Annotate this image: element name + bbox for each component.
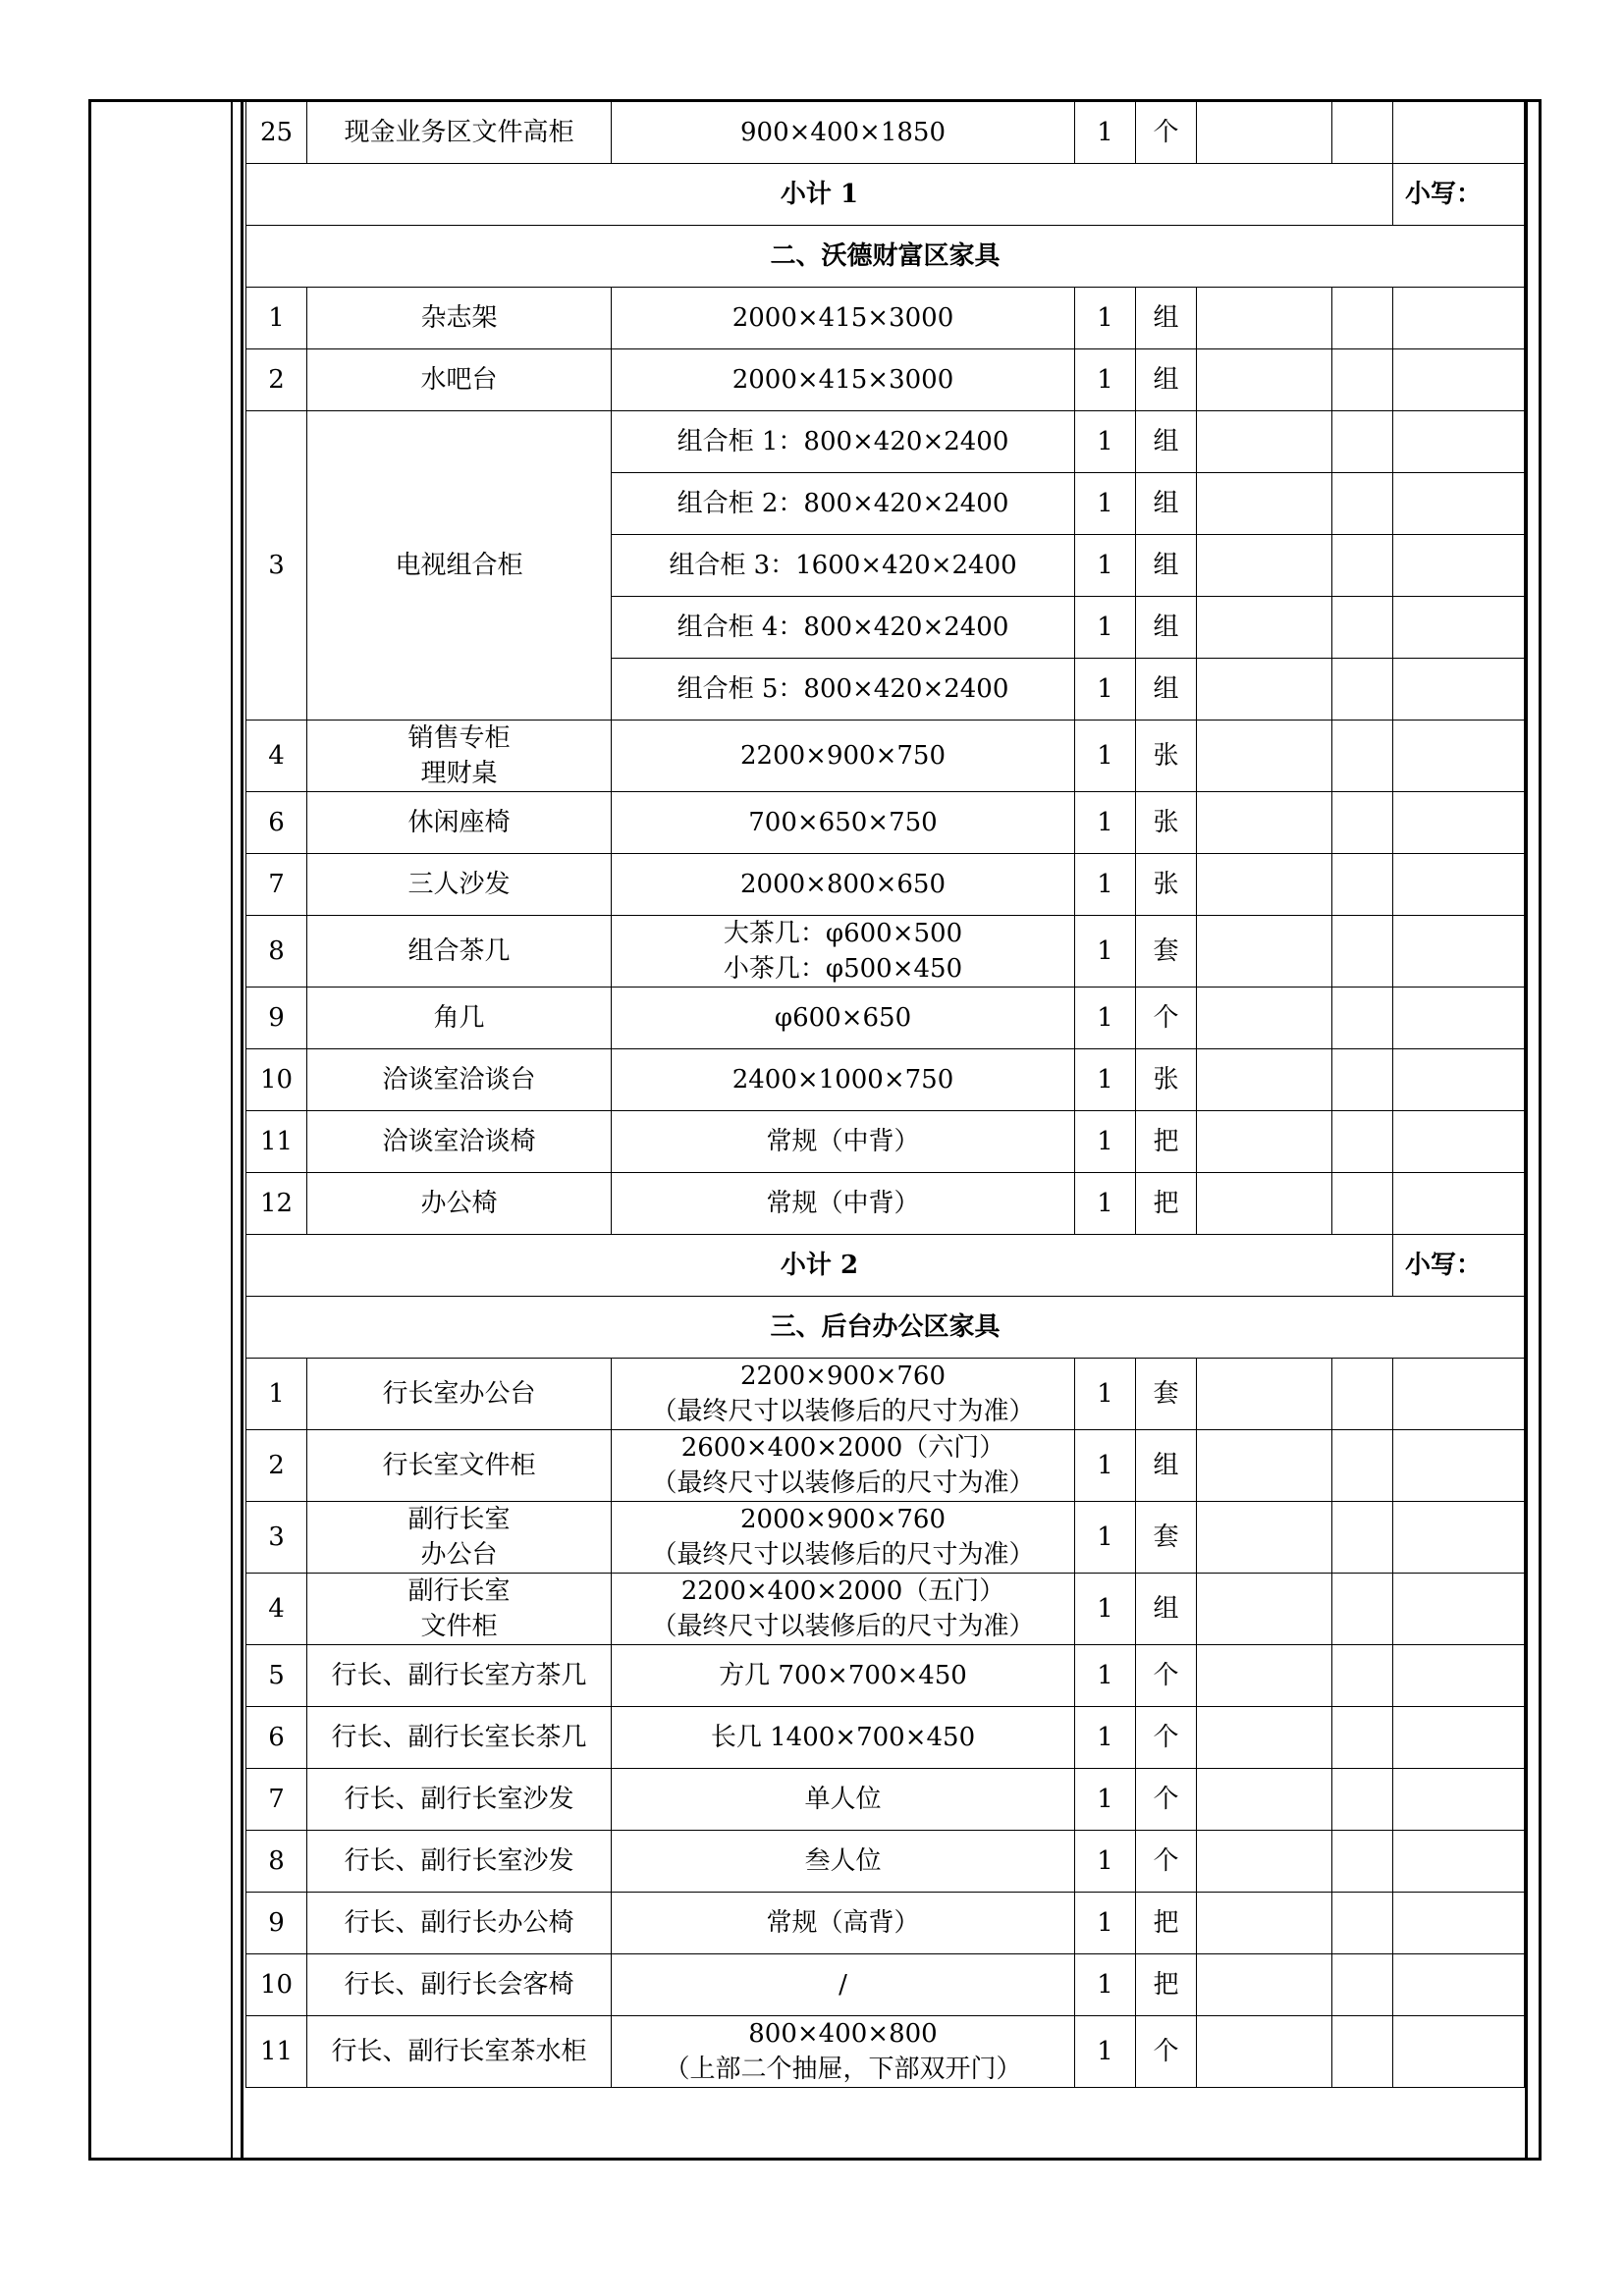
- cell-line: 行长室办公台: [382, 1379, 536, 1409]
- item-qty: 1: [1075, 721, 1136, 792]
- item-number: 2: [246, 1430, 307, 1502]
- table-row: [246, 1173, 1525, 1235]
- item-number: 2: [246, 349, 307, 411]
- table-row: [246, 792, 1525, 854]
- item-name: 角几: [307, 988, 612, 1049]
- item-qty: 1: [1075, 1049, 1136, 1111]
- empty-cell: [1332, 288, 1393, 349]
- item-number: 7: [246, 1769, 307, 1831]
- table-row: [246, 288, 1525, 349]
- total-price-cell: [1393, 1359, 1525, 1430]
- item-spec: 组合柜 1：800×420×2400: [612, 411, 1075, 473]
- item-name: 组合茶几: [307, 916, 612, 988]
- frame-divider: [231, 99, 233, 2161]
- item-number: 1: [246, 288, 307, 349]
- item-qty: 1: [1075, 916, 1136, 988]
- unit-price-cell: [1197, 1173, 1332, 1235]
- item-unit: 张: [1136, 1049, 1197, 1111]
- empty-cell: [1332, 473, 1393, 535]
- item-spec: [612, 916, 1075, 988]
- cell-line: （最终尺寸以装修后的尺寸为准）: [651, 1540, 1035, 1570]
- total-price-cell: [1393, 1049, 1525, 1111]
- empty-cell: [1332, 1502, 1393, 1574]
- table-row: [246, 1893, 1525, 1954]
- item-number: 10: [246, 1954, 307, 2016]
- section-title-row: [246, 1297, 1525, 1359]
- subtotal-row: [246, 1235, 1525, 1297]
- unit-price-cell: [1197, 988, 1332, 1049]
- item-spec: [612, 1574, 1075, 1645]
- item-spec: 900×400×1850: [612, 102, 1075, 164]
- item-qty: 1: [1075, 1707, 1136, 1769]
- cell-line: 销售专柜: [407, 723, 511, 753]
- cell-line: 行长室文件柜: [382, 1451, 536, 1480]
- item-unit: 套: [1136, 1359, 1197, 1430]
- empty-cell: [1332, 411, 1393, 473]
- subtotal-label: 小计 2: [246, 1235, 1393, 1297]
- unit-price-cell: [1197, 792, 1332, 854]
- table-row: [246, 1769, 1525, 1831]
- item-unit: 把: [1136, 1954, 1197, 2016]
- item-spec: 2400×1000×750: [612, 1049, 1075, 1111]
- item-name: [307, 1502, 612, 1574]
- item-unit: 把: [1136, 1173, 1197, 1235]
- item-spec: [612, 1359, 1075, 1430]
- unit-price-cell: [1197, 473, 1332, 535]
- cell-line: 800×400×800: [748, 2019, 938, 2049]
- item-unit: 组: [1136, 1574, 1197, 1645]
- empty-cell: [1332, 1893, 1393, 1954]
- total-price-cell: [1393, 988, 1525, 1049]
- item-spec: 单人位: [612, 1769, 1075, 1831]
- item-name: 行长、副行长会客椅: [307, 1954, 612, 2016]
- unit-price-cell: [1197, 102, 1332, 164]
- unit-price-cell: [1197, 597, 1332, 659]
- item-qty: 1: [1075, 1831, 1136, 1893]
- cell-line: （最终尺寸以装修后的尺寸为准）: [651, 1397, 1035, 1426]
- item-name: 休闲座椅: [307, 792, 612, 854]
- item-unit: 个: [1136, 1769, 1197, 1831]
- table-row: [246, 1707, 1525, 1769]
- item-spec: 2000×415×3000: [612, 349, 1075, 411]
- total-price-cell: [1393, 597, 1525, 659]
- item-qty: 1: [1075, 1111, 1136, 1173]
- table-row: [246, 1574, 1525, 1645]
- unit-price-cell: [1197, 1049, 1332, 1111]
- item-qty: 1: [1075, 102, 1136, 164]
- total-price-cell: [1393, 288, 1525, 349]
- item-spec: 组合柜 2：800×420×2400: [612, 473, 1075, 535]
- item-qty: 1: [1075, 473, 1136, 535]
- item-number: 1: [246, 1359, 307, 1430]
- item-qty: 1: [1075, 1430, 1136, 1502]
- unit-price-cell: [1197, 1502, 1332, 1574]
- total-price-cell: [1393, 1111, 1525, 1173]
- table-row: [246, 854, 1525, 916]
- item-unit: 组: [1136, 349, 1197, 411]
- item-unit: 个: [1136, 1645, 1197, 1707]
- section-title: 二、沃德财富区家具: [246, 226, 1525, 288]
- item-qty: 1: [1075, 988, 1136, 1049]
- unit-price-cell: [1197, 1111, 1332, 1173]
- item-name: 洽谈室洽谈椅: [307, 1111, 612, 1173]
- cell-line: 副行长室: [407, 1505, 511, 1534]
- total-price-cell: [1393, 1831, 1525, 1893]
- item-name: 行长、副行长室茶水柜: [307, 2016, 612, 2088]
- subtotal-label: 小计 1: [246, 164, 1393, 226]
- item-spec: 700×650×750: [612, 792, 1075, 854]
- table-row: [246, 721, 1525, 792]
- cell-line: 2600×400×2000（六门）: [680, 1433, 1005, 1463]
- empty-cell: [1332, 535, 1393, 597]
- item-name: 杂志架: [307, 288, 612, 349]
- unit-price-cell: [1197, 349, 1332, 411]
- total-price-cell: [1393, 721, 1525, 792]
- empty-cell: [1332, 721, 1393, 792]
- frame-divider: [241, 99, 244, 2161]
- item-spec: 常规（高背）: [612, 1893, 1075, 1954]
- item-spec: 2000×415×3000: [612, 288, 1075, 349]
- table-row: [246, 1831, 1525, 1893]
- item-qty: 1: [1075, 288, 1136, 349]
- unit-price-cell: [1197, 721, 1332, 792]
- item-qty: 1: [1075, 411, 1136, 473]
- empty-cell: [1332, 659, 1393, 721]
- item-spec: 2000×800×650: [612, 854, 1075, 916]
- item-unit: 个: [1136, 2016, 1197, 2088]
- item-name: 行长、副行长办公椅: [307, 1893, 612, 1954]
- item-unit: 个: [1136, 102, 1197, 164]
- item-qty: 1: [1075, 854, 1136, 916]
- unit-price-cell: [1197, 2016, 1332, 2088]
- item-qty: 1: [1075, 1502, 1136, 1574]
- unit-price-cell: [1197, 1954, 1332, 2016]
- item-name: 三人沙发: [307, 854, 612, 916]
- item-number: 8: [246, 916, 307, 988]
- item-number: 5: [246, 1645, 307, 1707]
- table-row: [246, 916, 1525, 988]
- empty-cell: [1332, 102, 1393, 164]
- item-name: [307, 1574, 612, 1645]
- item-number: 3: [246, 411, 307, 721]
- unit-price-cell: [1197, 1359, 1332, 1430]
- item-qty: 1: [1075, 1359, 1136, 1430]
- total-price-cell: [1393, 792, 1525, 854]
- total-price-cell: [1393, 916, 1525, 988]
- item-number: 8: [246, 1831, 307, 1893]
- empty-cell: [1332, 916, 1393, 988]
- table-row: [246, 1502, 1525, 1574]
- empty-cell: [1332, 1359, 1393, 1430]
- unit-price-cell: [1197, 659, 1332, 721]
- empty-cell: [1332, 854, 1393, 916]
- table-row: [246, 1359, 1525, 1430]
- item-spec: 组合柜 3：1600×420×2400: [612, 535, 1075, 597]
- item-number: 4: [246, 1574, 307, 1645]
- table-row: [246, 1430, 1525, 1502]
- item-number: 11: [246, 1111, 307, 1173]
- item-unit: 组: [1136, 473, 1197, 535]
- item-unit: 个: [1136, 1831, 1197, 1893]
- total-price-cell: [1393, 1893, 1525, 1954]
- item-qty: 1: [1075, 1893, 1136, 1954]
- item-number: 7: [246, 854, 307, 916]
- item-spec: 常规（中背）: [612, 1173, 1075, 1235]
- cell-line: 办公台: [420, 1540, 498, 1570]
- cell-line: 文件柜: [420, 1612, 498, 1641]
- item-qty: 1: [1075, 349, 1136, 411]
- total-price-cell: [1393, 854, 1525, 916]
- item-number: 3: [246, 1502, 307, 1574]
- table-row: [246, 988, 1525, 1049]
- item-qty: 1: [1075, 659, 1136, 721]
- total-price-cell: [1393, 1574, 1525, 1645]
- total-price-cell: [1393, 1707, 1525, 1769]
- item-unit: 组: [1136, 1430, 1197, 1502]
- unit-price-cell: [1197, 1893, 1332, 1954]
- unit-price-cell: [1197, 1769, 1332, 1831]
- cell-line: 小茶几：φ500×450: [723, 954, 963, 984]
- unit-price-cell: [1197, 1831, 1332, 1893]
- item-qty: 1: [1075, 1954, 1136, 2016]
- item-name: 行长、副行长室方茶几: [307, 1645, 612, 1707]
- item-number: 9: [246, 1893, 307, 1954]
- section-title-row: [246, 226, 1525, 288]
- item-name: 行长、副行长室沙发: [307, 1831, 612, 1893]
- empty-cell: [1332, 1645, 1393, 1707]
- section-title: 三、后台办公区家具: [246, 1297, 1525, 1359]
- cell-line: 2000×900×760: [740, 1505, 946, 1534]
- total-price-cell: [1393, 349, 1525, 411]
- unit-price-cell: [1197, 916, 1332, 988]
- item-qty: 1: [1075, 1769, 1136, 1831]
- item-name: 现金业务区文件高柜: [307, 102, 612, 164]
- item-qty: 1: [1075, 1645, 1136, 1707]
- item-spec: 叁人位: [612, 1831, 1075, 1893]
- furniture-table: [245, 101, 1525, 2088]
- item-name: 水吧台: [307, 349, 612, 411]
- table-row: [246, 411, 1525, 473]
- total-price-cell: [1393, 659, 1525, 721]
- total-price-cell: [1393, 1954, 1525, 2016]
- item-spec: 组合柜 5：800×420×2400: [612, 659, 1075, 721]
- item-name: 电视组合柜: [307, 411, 612, 721]
- item-qty: 1: [1075, 1574, 1136, 1645]
- empty-cell: [1332, 349, 1393, 411]
- item-name: [307, 721, 612, 792]
- item-number: 6: [246, 792, 307, 854]
- item-unit: 把: [1136, 1893, 1197, 1954]
- empty-cell: [1332, 1707, 1393, 1769]
- item-number: 6: [246, 1707, 307, 1769]
- unit-price-cell: [1197, 854, 1332, 916]
- table-row: [246, 2016, 1525, 2088]
- item-spec: φ600×650: [612, 988, 1075, 1049]
- item-unit: 张: [1136, 854, 1197, 916]
- table-row: [246, 1954, 1525, 2016]
- item-name: [307, 1359, 612, 1430]
- total-price-cell: [1393, 473, 1525, 535]
- cell-line: （上部二个抽屉，下部双开门）: [664, 2055, 1022, 2084]
- empty-cell: [1332, 1769, 1393, 1831]
- item-number: 12: [246, 1173, 307, 1235]
- cell-line: （最终尺寸以装修后的尺寸为准）: [651, 1468, 1035, 1498]
- item-unit: 把: [1136, 1111, 1197, 1173]
- unit-price-cell: [1197, 1430, 1332, 1502]
- cell-line: 副行长室: [407, 1576, 511, 1606]
- empty-cell: [1332, 988, 1393, 1049]
- item-number: 4: [246, 721, 307, 792]
- item-spec: [612, 1502, 1075, 1574]
- item-unit: 张: [1136, 721, 1197, 792]
- total-price-cell: [1393, 1769, 1525, 1831]
- cell-line: 2200×400×2000（五门）: [680, 1576, 1005, 1606]
- total-price-cell: [1393, 1173, 1525, 1235]
- item-name: 洽谈室洽谈台: [307, 1049, 612, 1111]
- item-spec: /: [612, 1954, 1075, 2016]
- total-price-cell: [1393, 1502, 1525, 1574]
- item-spec: [612, 2016, 1075, 2088]
- unit-price-cell: [1197, 1645, 1332, 1707]
- empty-cell: [1332, 1111, 1393, 1173]
- total-price-cell: [1393, 102, 1525, 164]
- item-name: 行长、副行长室沙发: [307, 1769, 612, 1831]
- empty-cell: [1332, 1954, 1393, 2016]
- total-price-cell: [1393, 411, 1525, 473]
- item-number: 25: [246, 102, 307, 164]
- empty-cell: [1332, 1831, 1393, 1893]
- table-row: [246, 1111, 1525, 1173]
- item-unit: 组: [1136, 659, 1197, 721]
- item-name: 办公椅: [307, 1173, 612, 1235]
- item-unit: 套: [1136, 916, 1197, 988]
- item-name: [307, 1430, 612, 1502]
- empty-cell: [1332, 2016, 1393, 2088]
- table-row: [246, 102, 1525, 164]
- cell-line: （最终尺寸以装修后的尺寸为准）: [651, 1612, 1035, 1641]
- item-spec: 常规（中背）: [612, 1111, 1075, 1173]
- empty-cell: [1332, 1574, 1393, 1645]
- item-spec: 2200×900×750: [612, 721, 1075, 792]
- item-unit: 组: [1136, 288, 1197, 349]
- item-number: 9: [246, 988, 307, 1049]
- item-unit: 组: [1136, 535, 1197, 597]
- item-spec: 方几 700×700×450: [612, 1645, 1075, 1707]
- item-unit: 张: [1136, 792, 1197, 854]
- unit-price-cell: [1197, 288, 1332, 349]
- table-row: [246, 1645, 1525, 1707]
- item-spec: [612, 1430, 1075, 1502]
- cell-line: 2200×900×760: [740, 1362, 946, 1391]
- item-number: 10: [246, 1049, 307, 1111]
- unit-price-cell: [1197, 411, 1332, 473]
- unit-price-cell: [1197, 535, 1332, 597]
- table-row: [246, 349, 1525, 411]
- item-unit: 个: [1136, 1707, 1197, 1769]
- item-unit: 组: [1136, 597, 1197, 659]
- empty-cell: [1332, 1049, 1393, 1111]
- cell-line: 理财桌: [420, 759, 498, 788]
- item-spec: 组合柜 4：800×420×2400: [612, 597, 1075, 659]
- frame-divider: [1525, 99, 1528, 2161]
- small-write-label: 小写：: [1393, 164, 1525, 226]
- item-qty: 1: [1075, 535, 1136, 597]
- total-price-cell: [1393, 535, 1525, 597]
- item-unit: 组: [1136, 411, 1197, 473]
- item-unit: 套: [1136, 1502, 1197, 1574]
- item-name: 行长、副行长室长茶几: [307, 1707, 612, 1769]
- cell-line: 大茶几：φ600×500: [723, 919, 963, 948]
- empty-cell: [1332, 597, 1393, 659]
- item-qty: 1: [1075, 1173, 1136, 1235]
- small-write-label: 小写：: [1393, 1235, 1525, 1297]
- total-price-cell: [1393, 2016, 1525, 2088]
- subtotal-row: [246, 164, 1525, 226]
- empty-cell: [1332, 1430, 1393, 1502]
- unit-price-cell: [1197, 1574, 1332, 1645]
- table-row: [246, 1049, 1525, 1111]
- empty-cell: [1332, 792, 1393, 854]
- item-spec: 长几 1400×700×450: [612, 1707, 1075, 1769]
- total-price-cell: [1393, 1430, 1525, 1502]
- item-qty: 1: [1075, 2016, 1136, 2088]
- total-price-cell: [1393, 1645, 1525, 1707]
- item-number: 11: [246, 2016, 307, 2088]
- empty-cell: [1332, 1173, 1393, 1235]
- unit-price-cell: [1197, 1707, 1332, 1769]
- item-unit: 个: [1136, 988, 1197, 1049]
- item-qty: 1: [1075, 792, 1136, 854]
- item-qty: 1: [1075, 597, 1136, 659]
